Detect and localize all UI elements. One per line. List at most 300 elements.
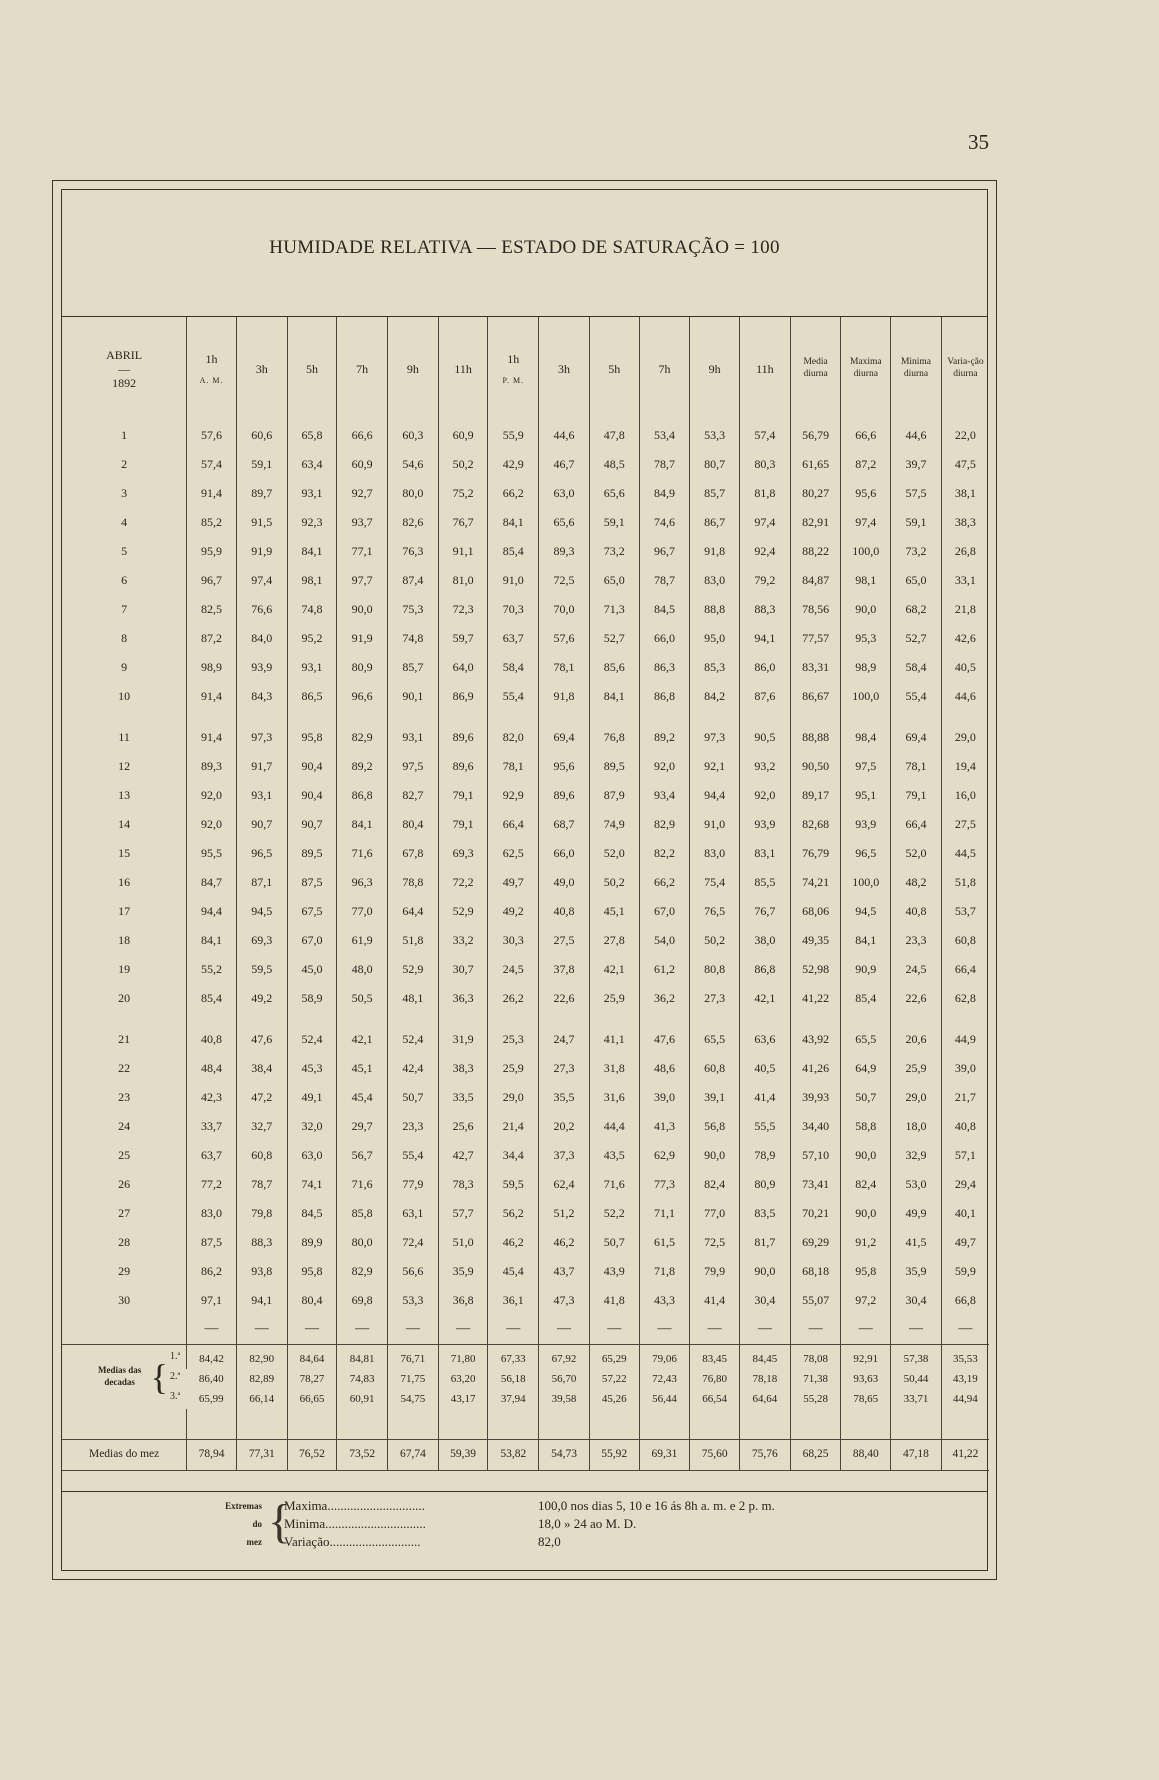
value-cell: 74,8 bbox=[388, 623, 439, 652]
value-cell: 41,22 bbox=[941, 1440, 989, 1471]
value-cell: 82,9 bbox=[337, 722, 388, 751]
value-cell: 39,0 bbox=[941, 1053, 989, 1082]
spacer-cell bbox=[438, 1409, 488, 1440]
table-row bbox=[62, 1285, 989, 1314]
value-cell: 57,7 bbox=[438, 1198, 488, 1227]
value-cell: 89,6 bbox=[539, 780, 590, 809]
value-cell: 65,6 bbox=[589, 478, 639, 507]
header-hour: 9h bbox=[388, 317, 439, 420]
value-cell: 93,8 bbox=[236, 1256, 287, 1285]
value-cell: 58,4 bbox=[488, 652, 539, 681]
value-cell: 48,6 bbox=[639, 1053, 690, 1082]
spacer-cell bbox=[337, 1409, 388, 1440]
value-cell: 57,6 bbox=[539, 623, 590, 652]
value-cell: 91,0 bbox=[488, 565, 539, 594]
value-cell: 67,0 bbox=[639, 896, 690, 925]
humidity-table bbox=[62, 317, 989, 1471]
value-cell: 19,4 bbox=[941, 751, 989, 780]
value-cell: 52,7 bbox=[589, 623, 639, 652]
value-cell: 44,6 bbox=[539, 420, 590, 449]
value-cell: 60,8 bbox=[236, 1140, 287, 1169]
header-year: 1892 bbox=[112, 375, 137, 390]
value-cell: 67,5 bbox=[287, 896, 337, 925]
value-cell: 59,1 bbox=[589, 507, 639, 536]
spacer-cell bbox=[790, 710, 841, 722]
value-cell: 91,7 bbox=[236, 751, 287, 780]
value-cell: 77,2 bbox=[187, 1169, 237, 1198]
value-cell: 84,1 bbox=[187, 925, 237, 954]
value-cell: 92,4 bbox=[739, 536, 790, 565]
value-cell: 42,3 bbox=[187, 1082, 237, 1111]
value-cell: 80,27 bbox=[790, 478, 841, 507]
decade-spacer bbox=[62, 710, 989, 722]
value-cell: 86,8 bbox=[639, 681, 690, 710]
value-cell: 75,76 bbox=[739, 1440, 790, 1471]
value-cell: 30,7 bbox=[438, 954, 488, 983]
value-cell: 49,7 bbox=[941, 1227, 989, 1256]
dash-cell: — bbox=[337, 1314, 388, 1345]
value-cell: 74,9 bbox=[589, 809, 639, 838]
value-cell: 79,1 bbox=[438, 809, 488, 838]
value-cell: 25,9 bbox=[488, 1053, 539, 1082]
value-cell: 44,9 bbox=[941, 1024, 989, 1053]
value-cell: 40,1 bbox=[941, 1198, 989, 1227]
value-cell: 58,4 bbox=[891, 652, 942, 681]
value-cell: 72,4 bbox=[388, 1227, 439, 1256]
value-cell: 88,88 bbox=[790, 722, 841, 751]
value-cell: 82,9 bbox=[337, 1256, 388, 1285]
value-cell: 59,7 bbox=[438, 623, 488, 652]
value-cell: 66,0 bbox=[639, 623, 690, 652]
value-cell: 97,3 bbox=[690, 722, 740, 751]
value-cell: 95,6 bbox=[539, 751, 590, 780]
day-cell: 22 bbox=[118, 1060, 131, 1075]
value-cell: 51,8 bbox=[388, 925, 439, 954]
value-cell: 41,8 bbox=[589, 1285, 639, 1314]
value-cell: 91,0 bbox=[690, 809, 740, 838]
spacer-cell bbox=[287, 1012, 337, 1024]
value-cell: 41,3 bbox=[639, 1111, 690, 1140]
value-cell: 85,7 bbox=[388, 652, 439, 681]
value-cell: 70,0 bbox=[539, 594, 590, 623]
dash-cell: — bbox=[187, 1314, 237, 1345]
dash-cell: — bbox=[690, 1314, 740, 1345]
value-cell: 65,5 bbox=[841, 1024, 891, 1053]
value-cell: 33,7 bbox=[187, 1111, 237, 1140]
dash-cell: — bbox=[841, 1314, 891, 1345]
value-cell: 83,1 bbox=[739, 838, 790, 867]
dash-cell: — bbox=[639, 1314, 690, 1345]
value-cell: 45,1 bbox=[589, 896, 639, 925]
day-cell: 17 bbox=[118, 903, 131, 918]
value-cell: 76,79 bbox=[790, 838, 841, 867]
value-cell: 24,5 bbox=[891, 954, 942, 983]
value-cell: 88,3 bbox=[236, 1227, 287, 1256]
value-cell: 76,6 bbox=[236, 594, 287, 623]
value-cell: 66,4 bbox=[891, 809, 942, 838]
value-cell: 40,8 bbox=[187, 1024, 237, 1053]
value-cell: 50,2 bbox=[690, 925, 740, 954]
value-cell: 84,7 bbox=[187, 867, 237, 896]
extremes-variacao-row bbox=[284, 1533, 561, 1551]
spacer-cell bbox=[236, 1409, 287, 1440]
table-row bbox=[62, 1082, 989, 1111]
table-row bbox=[62, 420, 989, 449]
value-cell: 89,3 bbox=[187, 751, 237, 780]
header-row bbox=[62, 317, 989, 420]
value-cell: 55,92 bbox=[589, 1440, 639, 1471]
value-cell: 36,3 bbox=[438, 983, 488, 1012]
value-cell: 97,7 bbox=[337, 565, 388, 594]
value-cell: 91,5 bbox=[236, 507, 287, 536]
value-cell: 85,2 bbox=[187, 507, 237, 536]
day-cell: 25 bbox=[118, 1147, 131, 1162]
value-cell: 91,4 bbox=[187, 681, 237, 710]
value-cell: 95,8 bbox=[287, 1256, 337, 1285]
value-cell: 85,4 bbox=[187, 983, 237, 1012]
table-row bbox=[62, 809, 989, 838]
value-cell: 54,75 bbox=[388, 1389, 439, 1409]
value-cell: 88,40 bbox=[841, 1440, 891, 1471]
value-cell: 82,90 bbox=[236, 1345, 287, 1370]
header-hour: 11h bbox=[739, 317, 790, 420]
table-row bbox=[62, 536, 989, 565]
value-cell: 89,5 bbox=[287, 838, 337, 867]
value-cell: 58,8 bbox=[841, 1111, 891, 1140]
value-cell: 55,5 bbox=[739, 1111, 790, 1140]
value-cell: 53,3 bbox=[388, 1285, 439, 1314]
header-month bbox=[62, 317, 187, 420]
value-cell: 59,5 bbox=[236, 954, 287, 983]
value-cell: 22,6 bbox=[539, 983, 590, 1012]
value-cell: 30,3 bbox=[488, 925, 539, 954]
value-cell: 42,6 bbox=[941, 623, 989, 652]
value-cell: 80,0 bbox=[337, 1227, 388, 1256]
value-cell: 93,1 bbox=[287, 478, 337, 507]
value-cell: 63,6 bbox=[739, 1024, 790, 1053]
value-cell: 59,9 bbox=[941, 1256, 989, 1285]
value-cell: 69,29 bbox=[790, 1227, 841, 1256]
value-cell: 80,9 bbox=[337, 652, 388, 681]
value-cell: 90,0 bbox=[739, 1256, 790, 1285]
value-cell: 83,0 bbox=[690, 565, 740, 594]
value-cell: 55,4 bbox=[891, 681, 942, 710]
value-cell: 47,8 bbox=[589, 420, 639, 449]
value-cell: 43,7 bbox=[539, 1256, 590, 1285]
value-cell: 59,1 bbox=[891, 507, 942, 536]
header-hour: 9h bbox=[690, 317, 740, 420]
value-cell: 92,91 bbox=[841, 1345, 891, 1370]
dash-cell: — bbox=[539, 1314, 590, 1345]
value-cell: 92,9 bbox=[488, 780, 539, 809]
value-cell: 65,6 bbox=[539, 507, 590, 536]
value-cell: 72,43 bbox=[639, 1369, 690, 1389]
value-cell: 89,17 bbox=[790, 780, 841, 809]
header-hour: 1h P. M. bbox=[488, 317, 539, 420]
value-cell: 50,44 bbox=[891, 1369, 942, 1389]
value-cell: 69,4 bbox=[539, 722, 590, 751]
value-cell: 91,4 bbox=[187, 722, 237, 751]
value-cell: 72,5 bbox=[690, 1227, 740, 1256]
value-cell: 100,0 bbox=[841, 867, 891, 896]
value-cell: 27,5 bbox=[539, 925, 590, 954]
value-cell: 24,7 bbox=[539, 1024, 590, 1053]
spacer-cell bbox=[841, 1012, 891, 1024]
day-cell: 9 bbox=[121, 659, 128, 674]
value-cell: 86,9 bbox=[438, 681, 488, 710]
value-cell: 80,7 bbox=[690, 449, 740, 478]
value-cell: 66,8 bbox=[941, 1285, 989, 1314]
spacer-cell bbox=[62, 1012, 187, 1024]
value-cell: 63,7 bbox=[187, 1140, 237, 1169]
spacer-cell bbox=[589, 1409, 639, 1440]
value-cell: 66,54 bbox=[690, 1389, 740, 1409]
spacer-cell bbox=[62, 1314, 187, 1345]
value-cell: 86,2 bbox=[187, 1256, 237, 1285]
value-cell: 34,4 bbox=[488, 1140, 539, 1169]
value-cell: 56,70 bbox=[539, 1369, 590, 1389]
value-cell: 71,6 bbox=[337, 838, 388, 867]
value-cell: 77,0 bbox=[337, 896, 388, 925]
value-cell: 62,9 bbox=[639, 1140, 690, 1169]
value-cell: 88,3 bbox=[739, 594, 790, 623]
value-cell: 25,9 bbox=[891, 1053, 942, 1082]
value-cell: 50,7 bbox=[589, 1227, 639, 1256]
value-cell: 87,5 bbox=[287, 867, 337, 896]
value-cell: 42,1 bbox=[739, 983, 790, 1012]
table-body bbox=[62, 420, 989, 1471]
value-cell: 92,0 bbox=[639, 751, 690, 780]
value-cell: 44,4 bbox=[589, 1111, 639, 1140]
day-cell: 3 bbox=[121, 485, 128, 500]
value-cell: 71,3 bbox=[589, 594, 639, 623]
value-cell: 78,18 bbox=[739, 1369, 790, 1389]
value-cell: 63,20 bbox=[438, 1369, 488, 1389]
value-cell: 77,3 bbox=[639, 1169, 690, 1198]
value-cell: 82,4 bbox=[690, 1169, 740, 1198]
value-cell: 29,0 bbox=[891, 1082, 942, 1111]
value-cell: 84,81 bbox=[337, 1345, 388, 1370]
value-cell: 49,9 bbox=[891, 1198, 942, 1227]
value-cell: 36,8 bbox=[438, 1285, 488, 1314]
value-cell: 58,9 bbox=[287, 983, 337, 1012]
value-cell: 59,1 bbox=[236, 449, 287, 478]
spacer-cell bbox=[790, 1409, 841, 1440]
spacer-cell bbox=[739, 1012, 790, 1024]
day-cell: 10 bbox=[118, 688, 131, 703]
value-cell: 91,8 bbox=[539, 681, 590, 710]
value-cell: 35,9 bbox=[891, 1256, 942, 1285]
value-cell: 93,2 bbox=[739, 751, 790, 780]
table-row bbox=[62, 780, 989, 809]
value-cell: 92,7 bbox=[337, 478, 388, 507]
spacer-cell bbox=[488, 1409, 539, 1440]
value-cell: 90,50 bbox=[790, 751, 841, 780]
value-cell: 84,1 bbox=[488, 507, 539, 536]
value-cell: 55,07 bbox=[790, 1285, 841, 1314]
value-cell: 78,1 bbox=[891, 751, 942, 780]
value-cell: 93,9 bbox=[739, 809, 790, 838]
dash-row bbox=[62, 1314, 989, 1345]
decade-spacer bbox=[62, 1012, 989, 1024]
value-cell: 90,1 bbox=[388, 681, 439, 710]
spacer-cell bbox=[337, 1012, 388, 1024]
value-cell: 85,4 bbox=[488, 536, 539, 565]
value-cell: 61,2 bbox=[639, 954, 690, 983]
value-cell: 84,45 bbox=[739, 1345, 790, 1370]
value-cell: 60,9 bbox=[337, 449, 388, 478]
value-cell: 68,2 bbox=[891, 594, 942, 623]
value-cell: 39,7 bbox=[891, 449, 942, 478]
value-cell: 47,5 bbox=[941, 449, 989, 478]
value-cell: 88,8 bbox=[690, 594, 740, 623]
value-cell: 98,1 bbox=[841, 565, 891, 594]
value-cell: 82,68 bbox=[790, 809, 841, 838]
header-month-name: ABRIL bbox=[106, 347, 143, 362]
value-cell: 86,40 bbox=[198, 1372, 224, 1385]
value-cell: 53,0 bbox=[891, 1169, 942, 1198]
value-cell: 85,7 bbox=[690, 478, 740, 507]
value-cell: 84,0 bbox=[236, 623, 287, 652]
value-cell: 79,2 bbox=[739, 565, 790, 594]
spacer-cell bbox=[941, 710, 989, 722]
spacer-cell bbox=[337, 710, 388, 722]
spacer-cell bbox=[891, 710, 942, 722]
day-cell: 14 bbox=[118, 816, 131, 831]
value-cell: 53,3 bbox=[690, 420, 740, 449]
value-cell: 18,0 bbox=[891, 1111, 942, 1140]
table-frame bbox=[52, 180, 997, 1580]
header-month-dash: — bbox=[118, 361, 131, 376]
value-cell: 65,99 bbox=[198, 1392, 224, 1405]
month-mean-row bbox=[62, 1440, 989, 1471]
value-cell: 50,2 bbox=[438, 449, 488, 478]
value-cell: 94,4 bbox=[187, 896, 237, 925]
value-cell: 66,0 bbox=[539, 838, 590, 867]
value-cell: 67,0 bbox=[287, 925, 337, 954]
value-cell: 47,6 bbox=[639, 1024, 690, 1053]
value-cell: 65,29 bbox=[589, 1345, 639, 1370]
value-cell: 38,0 bbox=[739, 925, 790, 954]
value-cell: 52,4 bbox=[287, 1024, 337, 1053]
value-cell: 69,31 bbox=[639, 1440, 690, 1471]
value-cell: 85,4 bbox=[841, 983, 891, 1012]
value-cell: 76,7 bbox=[739, 896, 790, 925]
header-maxima: Maxima diurna bbox=[841, 317, 891, 420]
value-cell: 87,2 bbox=[841, 449, 891, 478]
value-cell: 16,0 bbox=[941, 780, 989, 809]
value-cell: 82,7 bbox=[388, 780, 439, 809]
value-cell: 31,8 bbox=[589, 1053, 639, 1082]
value-cell: 100,0 bbox=[841, 536, 891, 565]
dash-cell: — bbox=[790, 1314, 841, 1345]
decade-mean-row bbox=[62, 1369, 989, 1389]
value-cell: 78,9 bbox=[739, 1140, 790, 1169]
value-cell: 55,9 bbox=[488, 420, 539, 449]
value-cell: 48,5 bbox=[589, 449, 639, 478]
day-cell: 29 bbox=[118, 1263, 131, 1278]
value-cell: 93,4 bbox=[639, 780, 690, 809]
value-cell: 42,1 bbox=[337, 1024, 388, 1053]
value-cell: 73,2 bbox=[891, 536, 942, 565]
value-cell: 24,5 bbox=[488, 954, 539, 983]
dash-cell: — bbox=[388, 1314, 439, 1345]
value-cell: 95,3 bbox=[841, 623, 891, 652]
value-cell: 83,31 bbox=[790, 652, 841, 681]
table-row bbox=[62, 954, 989, 983]
value-cell: 78,8 bbox=[388, 867, 439, 896]
value-cell: 66,6 bbox=[841, 420, 891, 449]
value-cell: 59,39 bbox=[438, 1440, 488, 1471]
value-cell: 71,80 bbox=[438, 1345, 488, 1370]
value-cell: 80,9 bbox=[739, 1169, 790, 1198]
value-cell: 46,2 bbox=[488, 1227, 539, 1256]
value-cell: 84,3 bbox=[236, 681, 287, 710]
header-hour: 3h bbox=[236, 317, 287, 420]
spacer-cell bbox=[187, 1012, 237, 1024]
value-cell: 91,1 bbox=[438, 536, 488, 565]
value-cell: 37,3 bbox=[539, 1140, 590, 1169]
value-cell: 78,27 bbox=[287, 1369, 337, 1389]
value-cell: 65,0 bbox=[891, 565, 942, 594]
value-cell: 25,3 bbox=[488, 1024, 539, 1053]
value-cell: 44,5 bbox=[941, 838, 989, 867]
value-cell: 40,8 bbox=[941, 1111, 989, 1140]
value-cell: 93,9 bbox=[841, 809, 891, 838]
extremes-block bbox=[62, 1491, 989, 1571]
value-cell: 63,0 bbox=[287, 1140, 337, 1169]
value-cell: 93,63 bbox=[841, 1369, 891, 1389]
header-media: Media diurna bbox=[790, 317, 841, 420]
value-cell: 80,4 bbox=[287, 1285, 337, 1314]
value-cell: 76,80 bbox=[690, 1369, 740, 1389]
value-cell: 36,2 bbox=[639, 983, 690, 1012]
value-cell: 77,0 bbox=[690, 1198, 740, 1227]
value-cell: 66,65 bbox=[287, 1389, 337, 1409]
day-cell: 28 bbox=[118, 1234, 131, 1249]
value-cell: 41,5 bbox=[891, 1227, 942, 1256]
value-cell: 55,4 bbox=[488, 681, 539, 710]
value-cell: 95,0 bbox=[690, 623, 740, 652]
value-cell: 73,52 bbox=[337, 1440, 388, 1471]
value-cell: 84,87 bbox=[790, 565, 841, 594]
table-row bbox=[62, 652, 989, 681]
table-title: HUMIDADE RELATIVA — ESTADO DE SATURAÇÃO = 100 bbox=[269, 237, 780, 258]
value-cell: 83,0 bbox=[690, 838, 740, 867]
day-cell: 20 bbox=[118, 990, 131, 1005]
value-cell: 45,0 bbox=[287, 954, 337, 983]
value-cell: 29,4 bbox=[941, 1169, 989, 1198]
value-cell: 60,6 bbox=[236, 420, 287, 449]
value-cell: 81,0 bbox=[438, 565, 488, 594]
value-cell: 52,0 bbox=[891, 838, 942, 867]
value-cell: 82,0 bbox=[488, 722, 539, 751]
value-cell: 67,8 bbox=[388, 838, 439, 867]
value-cell: 84,1 bbox=[337, 809, 388, 838]
value-cell: 94,1 bbox=[739, 623, 790, 652]
value-cell: 79,8 bbox=[236, 1198, 287, 1227]
value-cell: 48,4 bbox=[187, 1053, 237, 1082]
value-cell: 43,19 bbox=[941, 1369, 989, 1389]
value-cell: 86,5 bbox=[287, 681, 337, 710]
value-cell: 98,4 bbox=[841, 722, 891, 751]
spacer-cell bbox=[236, 1012, 287, 1024]
value-cell: 86,67 bbox=[790, 681, 841, 710]
value-cell: 49,2 bbox=[236, 983, 287, 1012]
value-cell: 94,5 bbox=[236, 896, 287, 925]
day-cell: 12 bbox=[118, 758, 131, 773]
value-cell: 66,2 bbox=[488, 478, 539, 507]
